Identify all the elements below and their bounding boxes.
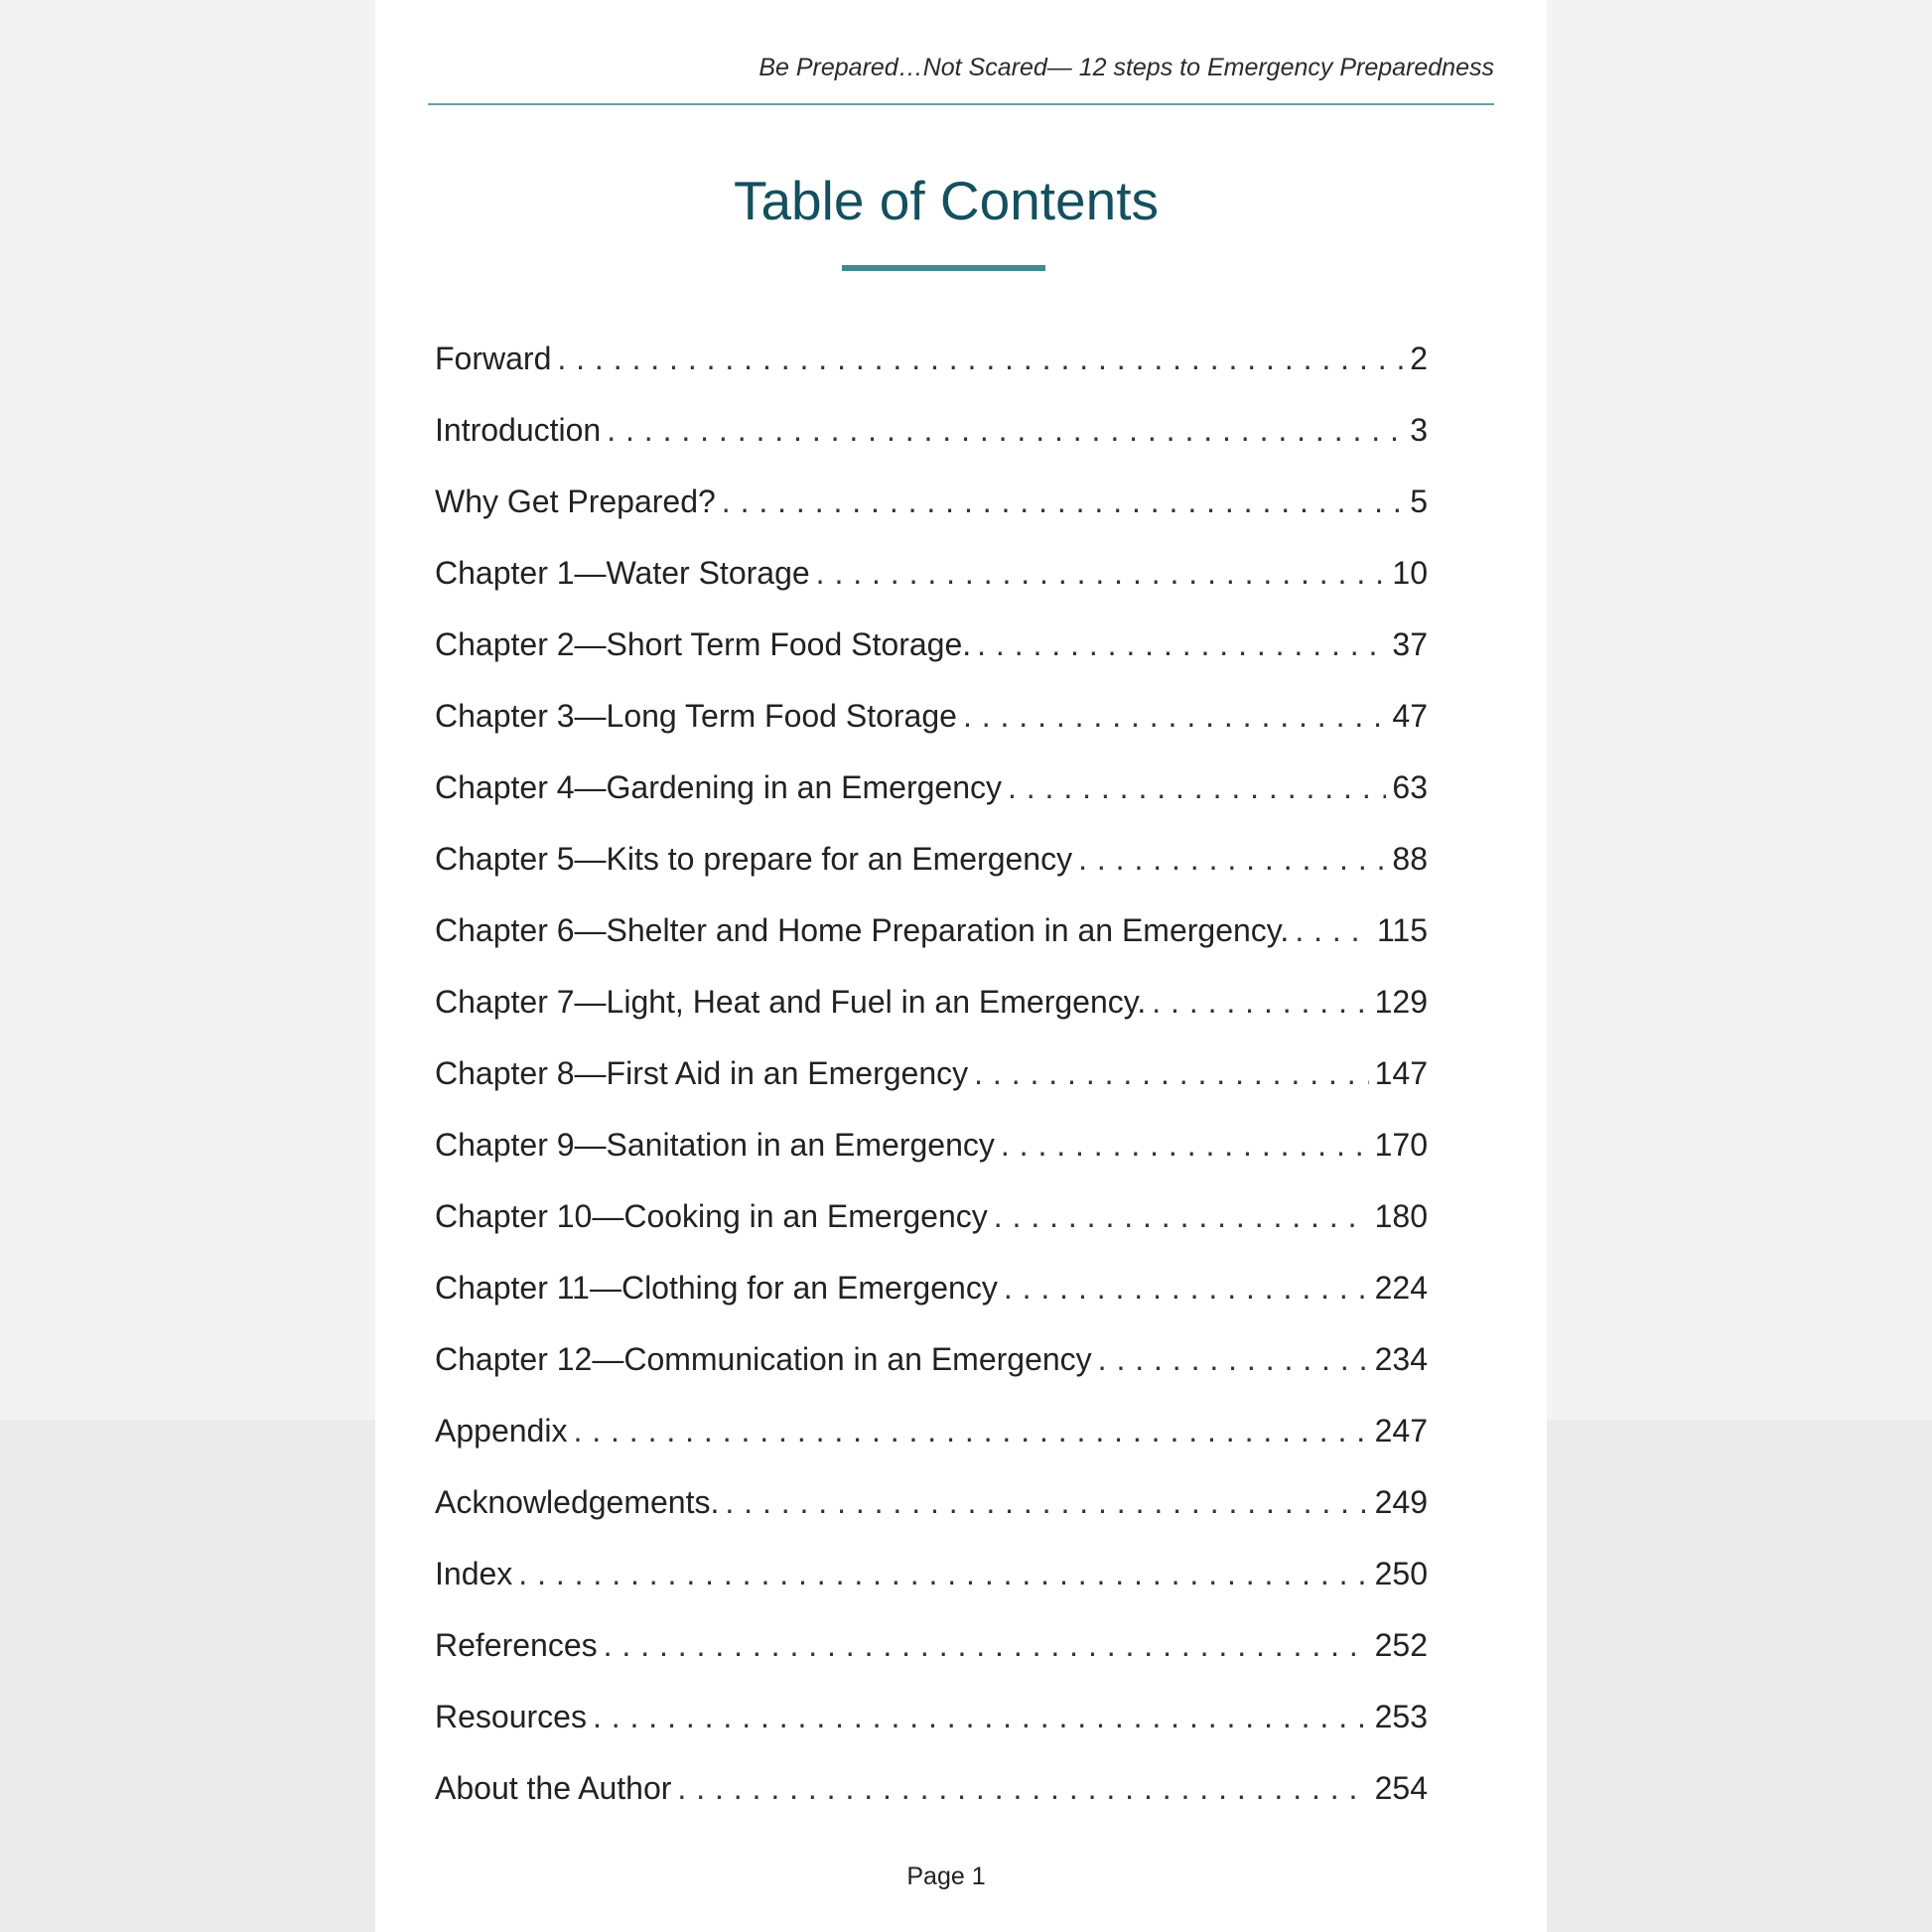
toc-dot-leader [593, 1699, 1369, 1735]
toc-dot-leader [607, 412, 1404, 449]
toc-entry-references[interactable] [435, 1627, 1428, 1699]
toc-entry-page: 250 [1374, 1556, 1428, 1591]
toc-entry-page: 115 [1376, 912, 1428, 948]
toc-entry-page: 254 [1374, 1770, 1428, 1806]
document-page [375, 0, 1547, 1932]
toc-entry-page: 47 [1392, 698, 1428, 734]
toc-entry-resources[interactable] [435, 1699, 1428, 1770]
toc-entry-page: 5 [1410, 483, 1428, 519]
toc-dot-leader [573, 1413, 1368, 1449]
toc-entry-label: Index [435, 1556, 513, 1591]
page-title: Table of Contents [733, 170, 1160, 231]
toc-entry-chapter-3[interactable] [435, 698, 1428, 769]
toc-entry-label: Chapter 7—Light, Heat and Fuel in an Emergency. [435, 984, 1147, 1020]
toc-entry-label: Chapter 1—Water Storage [435, 555, 810, 591]
toc-entry-why-get-prepared[interactable] [435, 483, 1428, 555]
toc-entry-page: 253 [1374, 1699, 1428, 1734]
toc-entry-chapter-6[interactable] [435, 912, 1428, 984]
toc-dot-leader [722, 483, 1404, 520]
toc-entry-page: 224 [1374, 1270, 1428, 1306]
toc-entry-chapter-7[interactable] [435, 984, 1428, 1055]
toc-entry-chapter-5[interactable] [435, 841, 1428, 912]
toc-entry-chapter-1[interactable] [435, 555, 1428, 626]
toc-entry-forward[interactable] [435, 341, 1428, 412]
table-of-contents [435, 341, 1428, 1842]
toc-entry-page: 2 [1410, 341, 1428, 376]
toc-dot-leader [994, 1198, 1369, 1235]
toc-dot-leader [1098, 1341, 1369, 1378]
toc-dot-leader [1295, 912, 1371, 949]
toc-dot-leader [816, 555, 1387, 592]
toc-entry-page: 170 [1374, 1127, 1428, 1163]
toc-entry-label: Chapter 4—Gardening in an Emergency [435, 769, 1002, 805]
toc-entry-label: Chapter 8—First Aid in an Emergency [435, 1055, 969, 1091]
toc-entry-label: Chapter 6—Shelter and Home Preparation in an Emergency. [435, 912, 1290, 948]
toc-entry-appendix[interactable] [435, 1413, 1428, 1484]
toc-entry-page: 180 [1374, 1198, 1428, 1234]
toc-entry-page: 247 [1374, 1413, 1428, 1449]
toc-dot-leader [677, 1770, 1368, 1807]
toc-entry-label: Chapter 10—Cooking in an Emergency [435, 1198, 988, 1234]
toc-entry-label: Chapter 12—Communication in an Emergency [435, 1341, 1092, 1377]
toc-entry-index[interactable] [435, 1556, 1428, 1627]
toc-entry-page: 63 [1392, 769, 1428, 805]
toc-entry-label: Resources [435, 1699, 587, 1734]
toc-entry-chapter-11[interactable] [435, 1270, 1428, 1341]
page-number: Page 1 [906, 1863, 986, 1890]
toc-entry-chapter-12[interactable] [435, 1341, 1428, 1413]
toc-entry-label: Why Get Prepared? [435, 483, 716, 519]
title-underline [842, 265, 1045, 271]
toc-entry-chapter-10[interactable] [435, 1198, 1428, 1270]
toc-dot-leader [963, 698, 1386, 735]
toc-entry-label: Appendix [435, 1413, 568, 1449]
toc-entry-about-the-author[interactable] [435, 1770, 1428, 1842]
toc-entry-page: 3 [1410, 412, 1428, 448]
toc-dot-leader [1008, 769, 1386, 806]
toc-entry-page: 252 [1374, 1627, 1428, 1663]
toc-entry-label: Chapter 5—Kits to prepare for an Emergency [435, 841, 1073, 877]
toc-entry-page: 249 [1374, 1484, 1428, 1520]
toc-entry-label: Chapter 3—Long Term Food Storage [435, 698, 957, 734]
running-header: Be Prepared…Not Scared— 12 steps to Emergency Preparedness [759, 54, 1494, 81]
toc-entry-introduction[interactable] [435, 412, 1428, 483]
toc-entry-acknowledgements[interactable] [435, 1484, 1428, 1556]
toc-entry-label: About the Author [435, 1770, 672, 1806]
toc-dot-leader [1078, 841, 1386, 878]
toc-entry-page: 88 [1392, 841, 1428, 877]
toc-dot-leader [725, 1484, 1368, 1521]
toc-dot-leader [1001, 1127, 1369, 1164]
toc-entry-chapter-9[interactable] [435, 1127, 1428, 1198]
toc-entry-label: Chapter 11—Clothing for an Emergency [435, 1270, 998, 1306]
toc-dot-leader [1152, 984, 1368, 1021]
toc-dot-leader [604, 1627, 1369, 1664]
toc-entry-label: Forward [435, 341, 552, 376]
toc-dot-leader [974, 1055, 1368, 1092]
toc-entry-page: 10 [1392, 555, 1428, 591]
toc-entry-label: Chapter 9—Sanitation in an Emergency [435, 1127, 995, 1163]
header-divider [428, 103, 1494, 105]
toc-entry-label: Acknowledgements. [435, 1484, 720, 1520]
toc-entry-page: 129 [1374, 984, 1428, 1020]
toc-entry-page: 147 [1374, 1055, 1428, 1091]
toc-entry-chapter-2[interactable] [435, 626, 1428, 698]
toc-entry-chapter-4[interactable] [435, 769, 1428, 841]
toc-entry-chapter-8[interactable] [435, 1055, 1428, 1127]
toc-entry-label: Introduction [435, 412, 602, 448]
toc-entry-label: References [435, 1627, 598, 1663]
toc-entry-page: 37 [1392, 626, 1428, 662]
toc-dot-leader [518, 1556, 1368, 1592]
toc-dot-leader [977, 626, 1386, 663]
toc-entry-page: 234 [1374, 1341, 1428, 1377]
toc-dot-leader [1004, 1270, 1369, 1307]
toc-dot-leader [557, 341, 1404, 377]
toc-entry-label: Chapter 2—Short Term Food Storage. [435, 626, 972, 662]
